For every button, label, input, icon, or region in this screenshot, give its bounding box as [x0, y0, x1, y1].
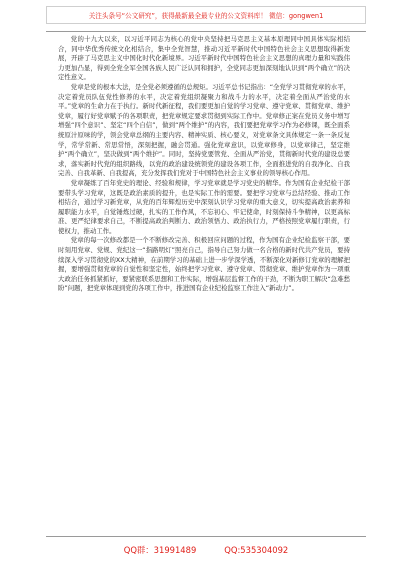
paragraph-1: 党的十九大以来，以习近平同志为核心的党中央坚持把马克思主义基本原理同中国具体实际相结合，同中华优秀传统文化相结合，集中全党智慧，推动习近平新时代中国特色社会主义思想取得新发展，开辟了马克思主义中国化时代化新境界。习近平新时代中国特色社会主义思想的真理力量和实践伟力更加凸显，得到全党全军全国各族人民广泛认同和拥护，全党同志更加深刻地认识到“两个确立”的决定性意义。	[58, 35, 350, 82]
paragraph-4: 党章的每一次修改都是一个不断修改完善、积极回应问题的过程，作为国有企业纪检监察干部，要时刻用党章、党规、党纪这一“指路明灯”照亮自己，指导自己努力做一名合格的新时代共产党员，要持续深入学习贯彻党的XX大精神，在前期学习的基础上进一步学深学透，不断深化对新修订党章的理解把握，要增强贯彻党章的自觉性和坚定性，始终把学习党章、遵守党章、贯彻党章、维护党章作为一项重大政治任务抓紧抓好，要紧密联系思想和工作实际，增强基层监督工作的干劲，不断为职工解决“急难愁盼”问题，把党章体现到党的各项工作中，推进国有企业纪检监察工作注入“新动力”。	[58, 236, 350, 293]
header-banner	[46, 6, 366, 24]
header-divider	[46, 31, 366, 32]
article-body	[58, 35, 350, 521]
footer-divider	[46, 536, 366, 537]
footer-qq-group: QQ群：31991489	[123, 545, 197, 555]
paragraph-2: 党章是党的根本大法，是全党必须遵循的总规矩。习近平总书记指出：“全党学习贯彻党章的水平，决定着党员队伍党性修养的水平，决定着党组织凝聚力和战斗力的水平，决定着全面从严治党的水平。”党章的生命力在于执行。新时代新征程，我们要更加自觉的学习党章、遵守党章、贯彻党章、维护党章，履行好党章赋予的各项职责，把党章规定要求贯彻到实际工作中。党章修正案在党员义务中增写增强“四个意识”、坚定“四个自信”，做到“两个维护”的内容，我们要把党章学习作为必修课，既全面系统原汁原味的学，领会党章总纲的主要内容、精神实质、核心要义，对党章条文具体规定一条一条反复学，常学常新、常思常悟，深刻把握，融会贯通。强化党章意识，以党章修身，以党章律己，坚定维护“两个确立”，坚决做到“两个维护”。同时，坚持党要管党、全面从严治党，贯彻新时代党的建设总要求，落实新时代党的组织路线，以党的政治建设统领党的建设各项工作，全面推进党的自我净化、自我完善、自我革新、自我提高，充分发挥我们党对于中国特色社会主义事业的领导核心作用。	[58, 82, 350, 178]
header-banner-text: 关注头条号“公文研究”，获得最新最全最专业的公文资料库！ 微信：gongwen1	[88, 12, 324, 20]
footer-qq: QQ:535304092	[224, 545, 289, 555]
footer	[46, 543, 366, 557]
paragraph-3: 党章凝练了百年党史的理论、经验和规律，学习党章就是学习党史的精华。作为国有企业纪检干部要带头学习党章，这既是政治素质的提升，也是实际工作的需要。要把学习党章与总结经验、推动工作相结合，通过学习新党章，从党的百年辉煌历史中深刻认识学习党章的重大意义，切实提高政治素养和履职能力水平，自觉锤炼过硬，扎实的工作作风，不忘初心、牢记使命，时刻保持斗争精神，以更高标准、更严纪律要求自己，不断提高政治判断力、政治领悟力、政治执行力，严格按照党章履行职责，行使权力，推动工作。	[58, 178, 350, 235]
